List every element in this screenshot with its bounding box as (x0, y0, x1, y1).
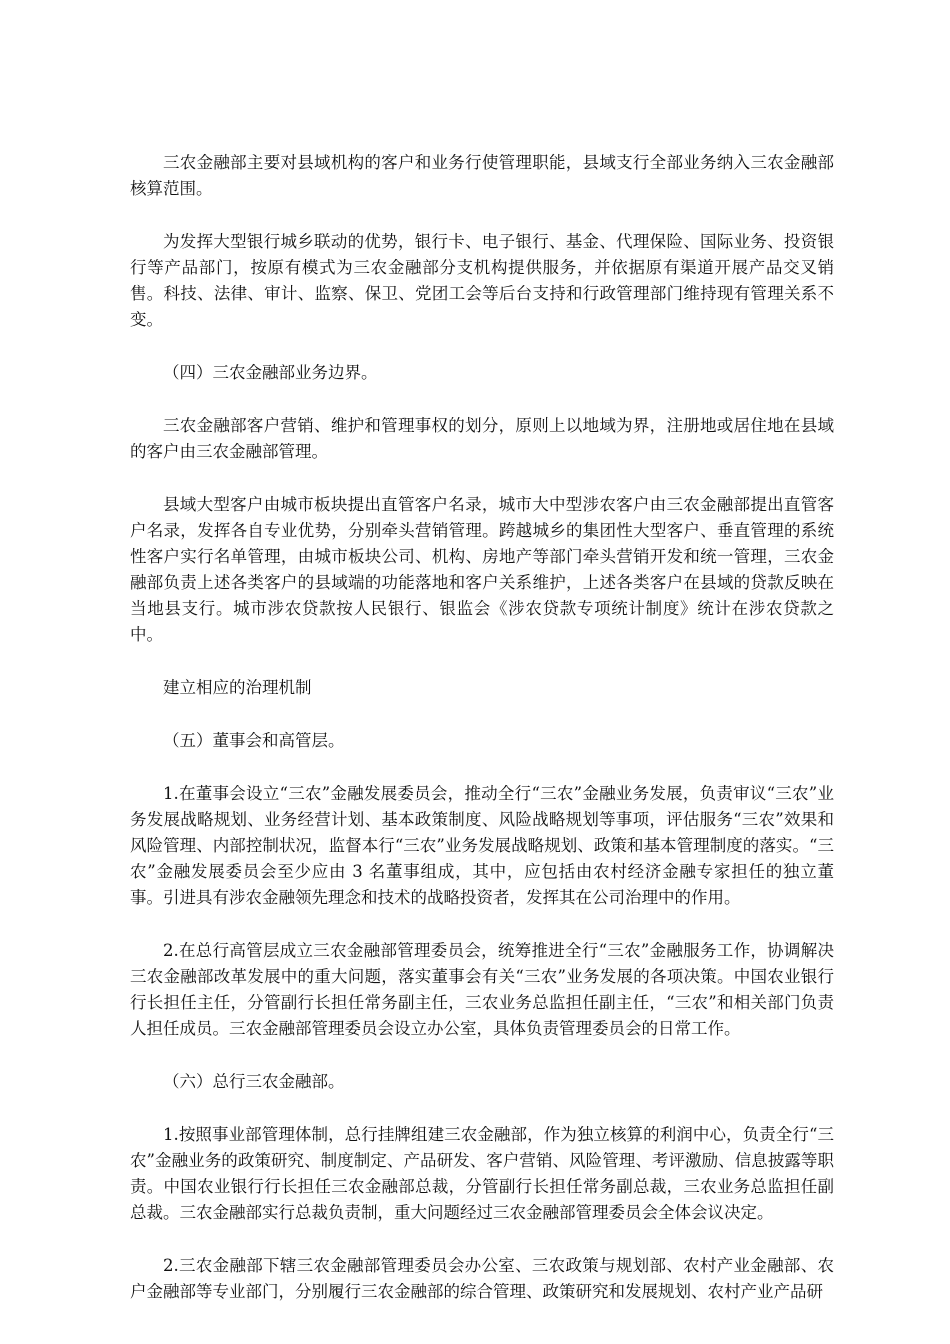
heading-head-office-division: （六）总行三农金融部。 (163, 1072, 345, 1091)
paragraph-customer-division: 三农金融部客户营销、维护和管理事权的划分，原则上以地域为界，注册地或居住地在县域的客户由三农金融部管理。 (130, 416, 834, 461)
paragraph-management-committee: 2.在总行高管层成立三农金融部管理委员会，统筹推进全行“三农”金融服务工作，协调解决三农金融部改革发展中的重大问题，落实董事会有关“三农”业务发展的各项决策。中国农业银行行长担任主任，分管副行长担任常务副主任，三农业务总监担任副主任，“三农”和相关部门负责人担任成员。三农金融部管理委员会设立办公室，具体负责管理委员会的日常工作。 (130, 941, 834, 1038)
paragraph-urban-rural-linkage: 为发挥大型银行城乡联动的优势，银行卡、电子银行、基金、代理保险、国际业务、投资银行等产品部门，按原有模式为三农金融部分支机构提供服务，并依据原有渠道开展产品交叉销售。科技、法律、审计、监察、保卫、党团工会等后台支持和行政管理部门维持现有管理关系不变。 (130, 232, 834, 329)
heading-board-and-management: （五）董事会和高管层。 (163, 731, 345, 750)
paragraph-departments: 2.三农金融部下辖三农金融部管理委员会办公室、三农政策与规划部、农村产业金融部、农户金融部等专业部门，分别履行三农金融部的综合管理、政策研究和发展规划、农村产业产品研 (130, 1256, 834, 1301)
paragraph-board-committee: 1.在董事会设立“三农”金融发展委员会，推动全行“三农”金融业务发展，负责审议“三农”业务发展战略规划、业务经营计划、基本政策制度、风险战略规划等事项，评估服务“三农”效果和风险管理、内部控制状况，监督本行“三农”业务发展战略规划、政策和基本管理制度的落实。“三农”金融发展委员会至少应由 3 名董事组成，其中，应包括由农村经济金融专家担任的独立董事。引进具有涉农金融领先理念和技术的战略投资者，发挥其在公司治理中的作用。 (130, 784, 834, 907)
heading-governance-mechanism: 建立相应的治理机制 (163, 678, 312, 697)
document-body (130, 150, 834, 1332)
heading-business-boundary: （四）三农金融部业务边界。 (163, 363, 378, 382)
paragraph-county-business-scope: 三农金融部主要对县域机构的客户和业务行使管理职能，县域支行全部业务纳入三农金融部核算范围。 (130, 153, 834, 198)
paragraph-large-customers: 县域大型客户由城市板块提出直管客户名录，城市大中型涉农客户由三农金融部提出直管客户名录，发挥各自专业优势，分别牵头营销管理。跨越城乡的集团性大型客户、垂直管理的系统性客户实行名单管理，由城市板块公司、机构、房地产等部门牵头营销开发和统一管理，三农金融部负责上述各类客户的县域端的功能落地和客户关系维护，上述各类客户在县域的贷款反映在当地县支行。城市涉农贷款按人民银行、银监会《涉农贷款专项统计制度》统计在涉农贷款之中。 (130, 495, 834, 644)
paragraph-business-unit-system: 1.按照事业部管理体制，总行挂牌组建三农金融部，作为独立核算的利润中心，负责全行“三农”金融业务的政策研究、制度制定、产品研发、客户营销、风险管理、考评激励、信息披露等职责。中国农业银行行长担任三农金融部总裁，分管副行长担任常务副总裁，三农业务总监担任副总裁。三农金融部实行总裁负责制，重大问题经过三农金融部管理委员会全体会议决定。 (130, 1125, 834, 1222)
